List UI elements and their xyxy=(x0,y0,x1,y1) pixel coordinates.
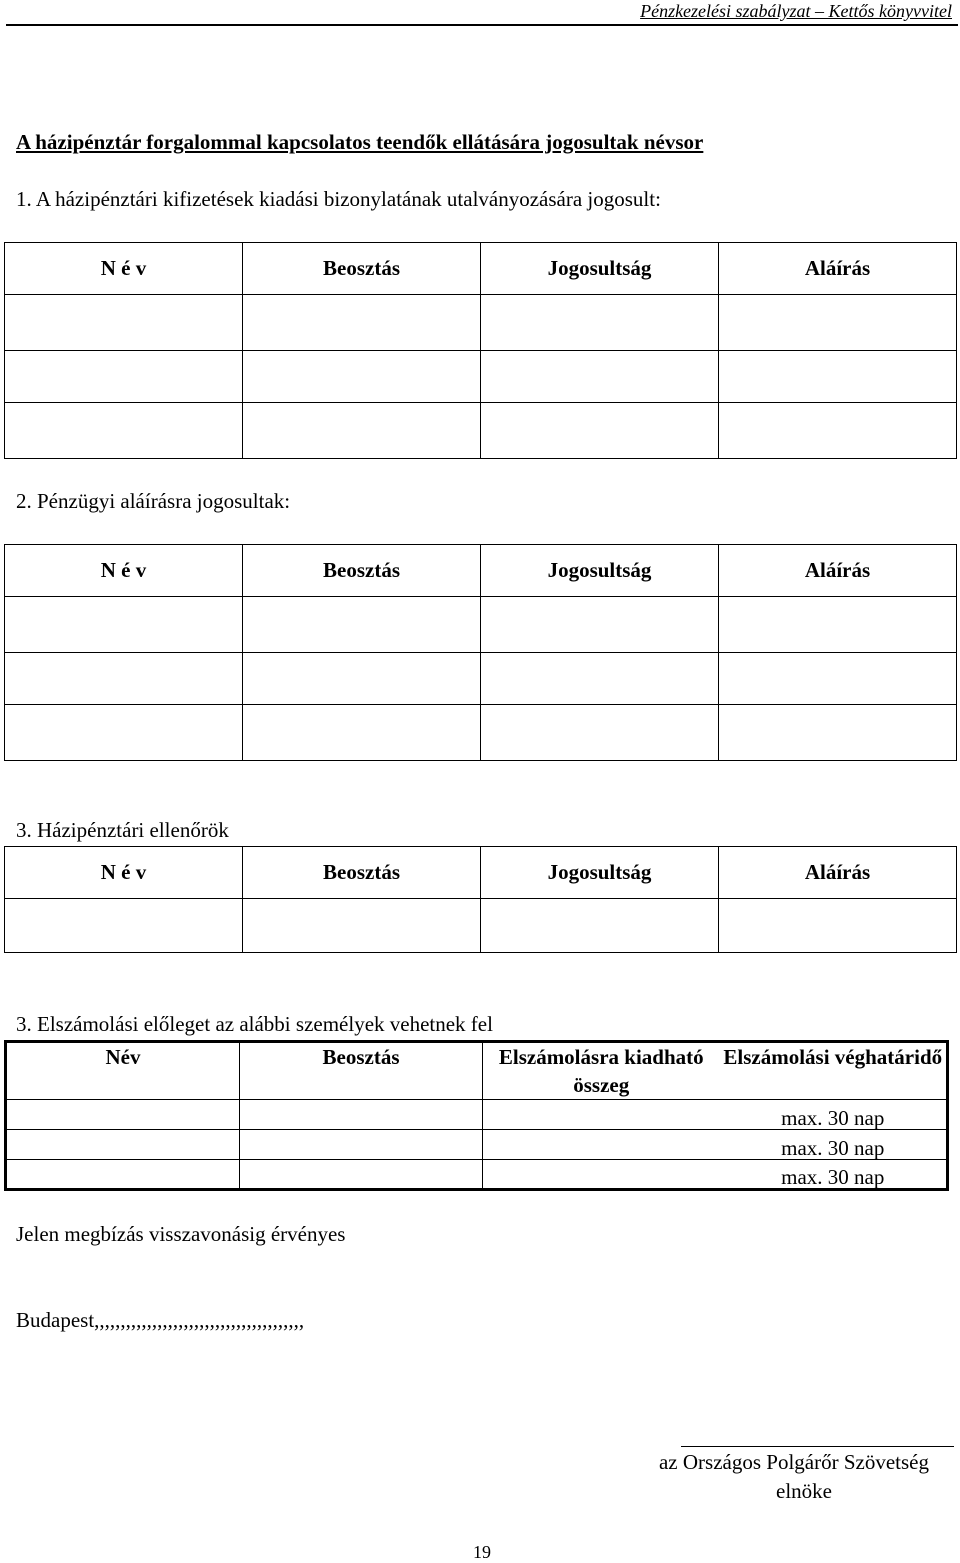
column-header-signature: Aláírás xyxy=(719,847,957,899)
advance-recipients-table xyxy=(4,1040,949,1191)
table-row xyxy=(6,1160,948,1190)
column-header-signature: Aláírás xyxy=(719,545,957,597)
column-header-name: N é v xyxy=(5,545,243,597)
column-header-authority: Jogosultság xyxy=(481,243,719,295)
section-1-title: 1. A házipénztári kifizetések kiadási bizonylatának utalványozására jogosult: xyxy=(16,187,661,211)
page-number: 19 xyxy=(473,1542,491,1562)
table-row xyxy=(5,705,957,761)
section-2-title: 2. Pénzügyi aláírásra jogosultak: xyxy=(16,489,291,513)
signature-line xyxy=(681,1446,954,1447)
financial-signatories-table xyxy=(4,544,957,761)
table-row xyxy=(6,1130,948,1160)
column-header-authority: Jogosultság xyxy=(481,847,719,899)
table-row xyxy=(6,1100,948,1130)
column-header-signature: Aláírás xyxy=(719,243,957,295)
place-date-line: Budapest,,,,,,,,,,,,,,,,,,,,,,,,,,,,,,,,,,,,,,,, xyxy=(16,1308,305,1332)
signatory-organization: az Országos Polgárőr Szövetség xyxy=(658,1450,929,1474)
validity-statement: Jelen megbízás visszavonásig érvényes xyxy=(16,1222,346,1246)
column-header-position: Beosztás xyxy=(243,545,481,597)
column-header-position: Beosztás xyxy=(243,243,481,295)
table-row xyxy=(5,653,957,705)
section-3-title: 3. Házipénztári ellenőrök xyxy=(16,818,229,842)
table-row xyxy=(5,597,957,653)
column-header-amount: Elszámolásra kiadható összeg xyxy=(483,1042,720,1100)
table-row xyxy=(5,899,957,953)
deadline-cell: max. 30 nap xyxy=(720,1130,948,1160)
header-rule xyxy=(6,24,958,26)
column-header-name: N é v xyxy=(5,847,243,899)
table-row xyxy=(5,351,957,403)
authorizers-table xyxy=(4,242,957,459)
column-header-position: Beosztás xyxy=(243,847,481,899)
column-header-name: Név xyxy=(6,1042,240,1100)
cash-controllers-table xyxy=(4,846,957,953)
deadline-cell: max. 30 nap xyxy=(720,1160,948,1190)
table-row xyxy=(5,403,957,459)
running-header: Pénzkezelési szabályzat – Kettős könyvvitel xyxy=(640,1,952,21)
table-row xyxy=(5,295,957,351)
deadline-cell: max. 30 nap xyxy=(720,1100,948,1130)
column-header-deadline: Elszámolási véghatáridő xyxy=(720,1042,948,1100)
document-title: A házipénztár forgalommal kapcsolatos teendők ellátására jogosultak névsor xyxy=(16,130,704,154)
column-header-position: Beosztás xyxy=(240,1042,483,1100)
column-header-name: N é v xyxy=(5,243,243,295)
signatory-role: elnöke xyxy=(776,1479,832,1503)
section-4-title: 3. Elszámolási előleget az alábbi személyek vehetnek fel xyxy=(16,1012,493,1036)
column-header-authority: Jogosultság xyxy=(481,545,719,597)
